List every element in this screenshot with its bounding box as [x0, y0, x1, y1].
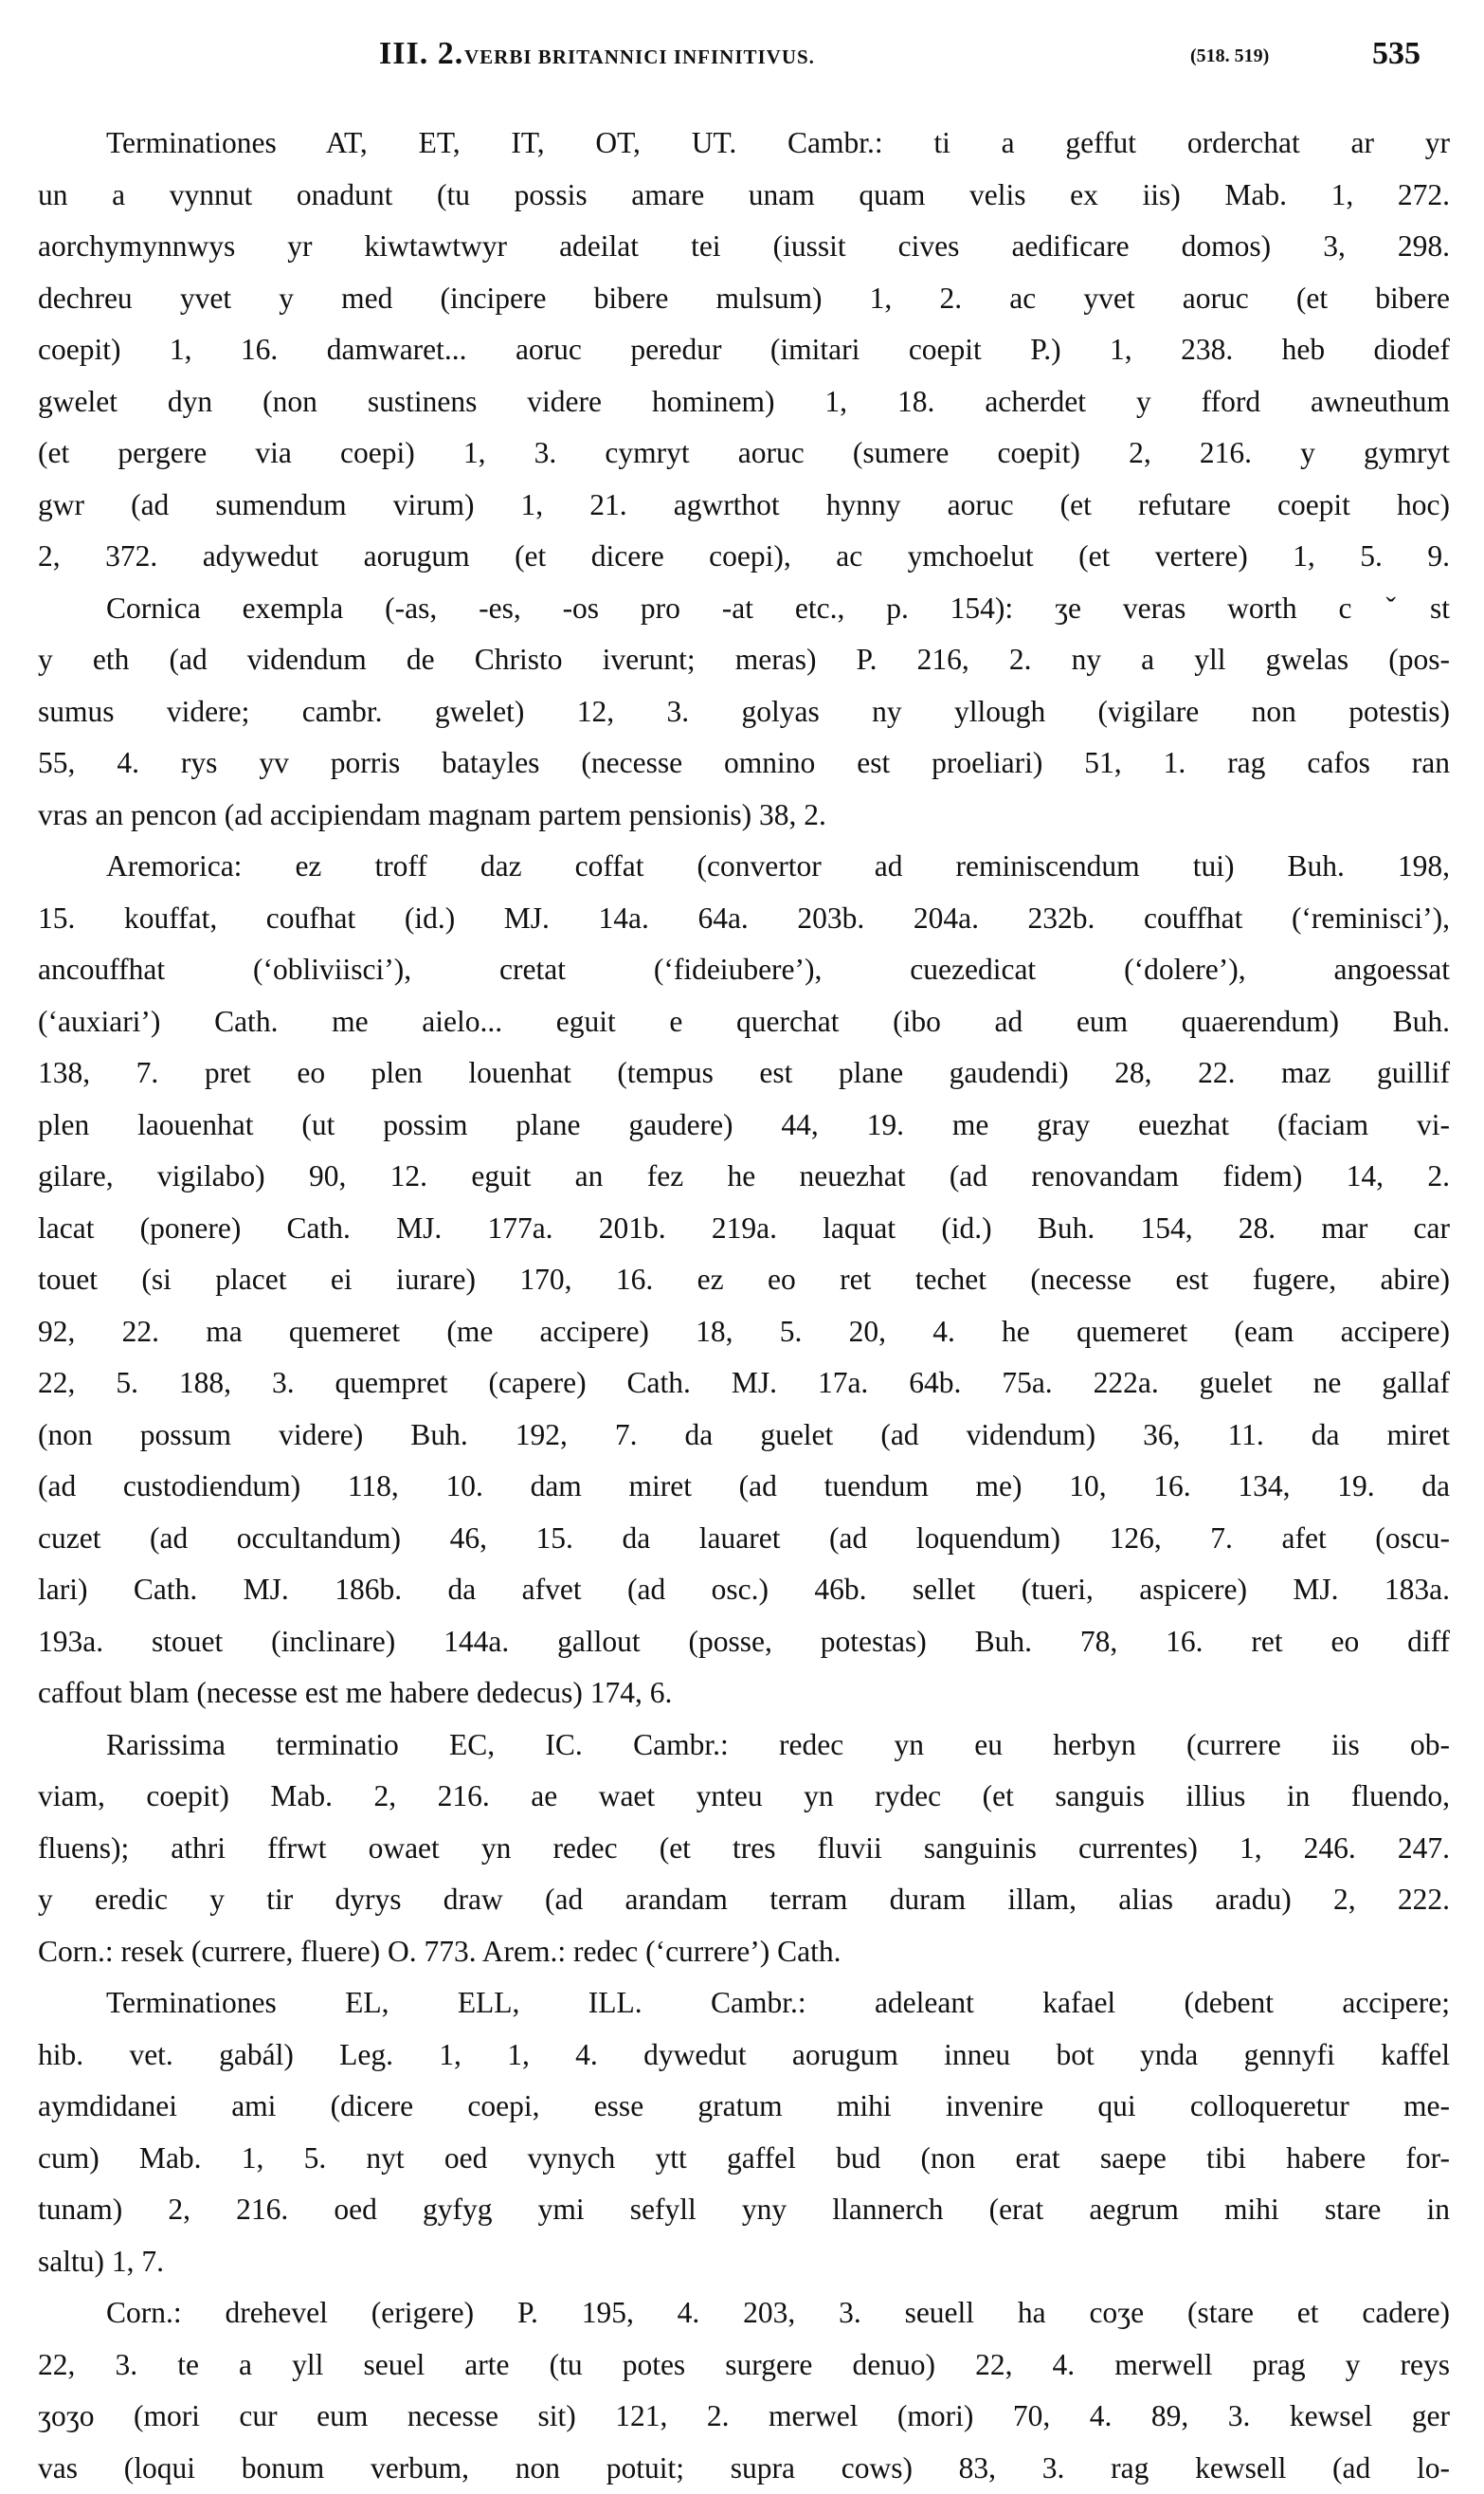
text-line: Rarissima terminatio EC, IC. Cambr.: redec yn eu herbyn (currere iis ob- — [38, 1720, 1450, 1772]
text-line: ancouffhat (ʻobliviisciʼ), cretat (ʻfideiubereʼ), cuezedicat (ʻdolereʼ), angoessat — [38, 944, 1450, 996]
text-line: (ʻauxiariʼ) Cath. me aielo... eguit e querchat (ibo ad eum quaerendum) Buh. — [38, 996, 1450, 1048]
text-line: aymdidanei ami (dicere coepi, esse gratum mihi invenire qui colloqueretur me- — [38, 2081, 1450, 2133]
text-line: saltu) 1, 7. — [38, 2236, 1450, 2288]
text-line: 193a. stouet (inclinare) 144a. gallout (posse, potestas) Buh. 78, 16. ret eo diff — [38, 1616, 1450, 1668]
section-reference: (518. 519) — [1190, 46, 1269, 67]
text-line: Corn.: resek (currere, fluere) O. 773. Arem.: redec (ʻcurrereʼ) Cath. — [38, 1926, 1450, 1978]
text-line: Cornica exempla (-as, -es, -os pro -at etc., p. 154): ʒe veras worth cˇst — [38, 583, 1450, 635]
text-line: 138, 7. pret eo plen louenhat (tempus est plane gaudendi) 28, 22. maz guillif — [38, 1047, 1450, 1100]
text-line: gilare, vigilabo) 90, 12. eguit an fez he neuezhat (ad renovandam fidem) 14, 2. — [38, 1151, 1450, 1203]
text-line: aorchymynnwys yr kiwtawtwyr adeilat tei (iussit cives aedificare domos) 3, 298. — [38, 221, 1450, 273]
text-line: sumus videre; cambr. gwelet) 12, 3. golyas ny yllough (vigilare non potestis) — [38, 686, 1450, 738]
running-header — [38, 27, 1450, 83]
text-line: (non possum videre) Buh. 192, 7. da guelet (ad videndum) 36, 11. da miret — [38, 1410, 1450, 1462]
text-line: gwelet dyn (non sustinens videre hominem) 1, 18. acherdet y fford awneuthum — [38, 376, 1450, 428]
text-line: 55, 4. rys yv porris batayles (necesse omnino est proeliari) 51, 1. rag cafos ran — [38, 737, 1450, 790]
text-line: vras an pencon (ad accipiendam magnam partem pensionis) 38, 2. — [38, 790, 1450, 842]
document-page — [38, 27, 1450, 2339]
text-line: 22, 3. te a yll seuel arte (tu potes surgere denuo) 22, 4. merwell prag y reys — [38, 2339, 1450, 2392]
text-line: gwr (ad sumendum virum) 1, 21. agwrthot hynny aoruc (et refutare coepit hoc) — [38, 480, 1450, 532]
text-line: Terminationes EL, ELL, ILL. Cambr.: adeleant kafael (debent accipere; — [38, 1977, 1450, 2030]
text-line: Corn.: drehevel (erigere) P. 195, 4. 203, 3. seuell ha coʒe (stare et cadere) — [38, 2287, 1450, 2339]
text-line: vas (loqui bonum verbum, non potuit; supra cows) 83, 3. rag kewsell (ad lo- — [38, 2443, 1450, 2494]
text-line: tunam) 2, 216. oed gyfyg ymi sefyll yny llannerch (erat aegrum mihi stare in — [38, 2184, 1450, 2236]
section-number: III. 2. — [379, 36, 463, 72]
text-line: ʒoʒo (mori cur eum necesse sit) 121, 2. merwel (mori) 70, 4. 89, 3. kewsel ger — [38, 2391, 1450, 2443]
text-line: (et pergere via coepi) 1, 3. cymryt aoruc (sumere coepit) 2, 216. y gymryt — [38, 428, 1450, 480]
text-line: dechreu yvet y med (incipere bibere mulsum) 1, 2. ac yvet aoruc (et bibere — [38, 273, 1450, 325]
text-line: lari) Cath. MJ. 186b. da afvet (ad osc.) 46b. sellet (tueri, aspicere) MJ. 183a. — [38, 1564, 1450, 1616]
text-line: cum) Mab. 1, 5. nyt oed vynych ytt gaffel bud (non erat saepe tibi habere for- — [38, 2133, 1450, 2185]
text-line: caffout blam (necesse est me habere dedecus) 174, 6. — [38, 1667, 1450, 1720]
text-line: 22, 5. 188, 3. quempret (capere) Cath. MJ. 17a. 64b. 75a. 222a. guelet ne gallaf — [38, 1357, 1450, 1410]
text-line: fluens); athri ffrwt owaet yn redec (et tres fluvii sanguinis currentes) 1, 246. 247. — [38, 1823, 1450, 1875]
text-line: (ad custodiendum) 118, 10. dam miret (ad tuendum me) 10, 16. 134, 19. da — [38, 1461, 1450, 1513]
running-title: VERBI BRITANNICI INFINITIVUS. — [464, 46, 815, 69]
text-line: viam, coepit) Mab. 2, 216. ae waet ynteu yn rydec (et sanguis illius in fluendo, — [38, 1771, 1450, 1823]
text-line: touet (si placet ei iurare) 170, 16. ez eo ret techet (necesse est fugere, abire) — [38, 1254, 1450, 1306]
text-line: coepit) 1, 16. damwaret... aoruc peredur (imitari coepit P.) 1, 238. heb diodef — [38, 324, 1450, 376]
page-number: 535 — [1372, 36, 1421, 72]
text-line: 92, 22. ma quemeret (me accipere) 18, 5. 20, 4. he quemeret (eam accipere) — [38, 1306, 1450, 1358]
text-line: y eth (ad videndum de Christo iverunt; meras) P. 216, 2. ny a yll gwelas (pos- — [38, 634, 1450, 686]
text-line: hib. vet. gabál) Leg. 1, 1, 4. dywedut aorugum inneu bot ynda gennyfi kaffel — [38, 2030, 1450, 2082]
text-line: lacat (ponere) Cath. MJ. 177a. 201b. 219a. laquat (id.) Buh. 154, 28. mar car — [38, 1203, 1450, 1255]
text-line: y eredic y tir dyrys draw (ad arandam terram duram illam, alias aradu) 2, 222. — [38, 1874, 1450, 1926]
text-line: plen laouenhat (ut possim plane gaudere) 44, 19. me gray euezhat (faciam vi- — [38, 1100, 1450, 1152]
text-line: un a vynnut onadunt (tu possis amare unam quam velis ex iis) Mab. 1, 272. — [38, 170, 1450, 222]
text-line: cuzet (ad occultandum) 46, 15. da lauaret (ad loquendum) 126, 7. afet (oscu- — [38, 1513, 1450, 1565]
text-line: 2, 372. adywedut aorugum (et dicere coepi), ac ymchoelut (et vertere) 1, 5. 9. — [38, 531, 1450, 583]
text-line: 15. kouffat, coufhat (id.) MJ. 14a. 64a. 203b. 204a. 232b. couffhat (ʻreminisciʼ), — [38, 893, 1450, 945]
text-line: Aremorica: ez troff daz coffat (convertor ad reminiscendum tui) Buh. 198, — [38, 841, 1450, 893]
body-text — [38, 118, 1450, 2494]
text-line: Terminationes AT, ET, IT, OT, UT. Cambr.: ti a geffut orderchat ar yr — [38, 118, 1450, 170]
